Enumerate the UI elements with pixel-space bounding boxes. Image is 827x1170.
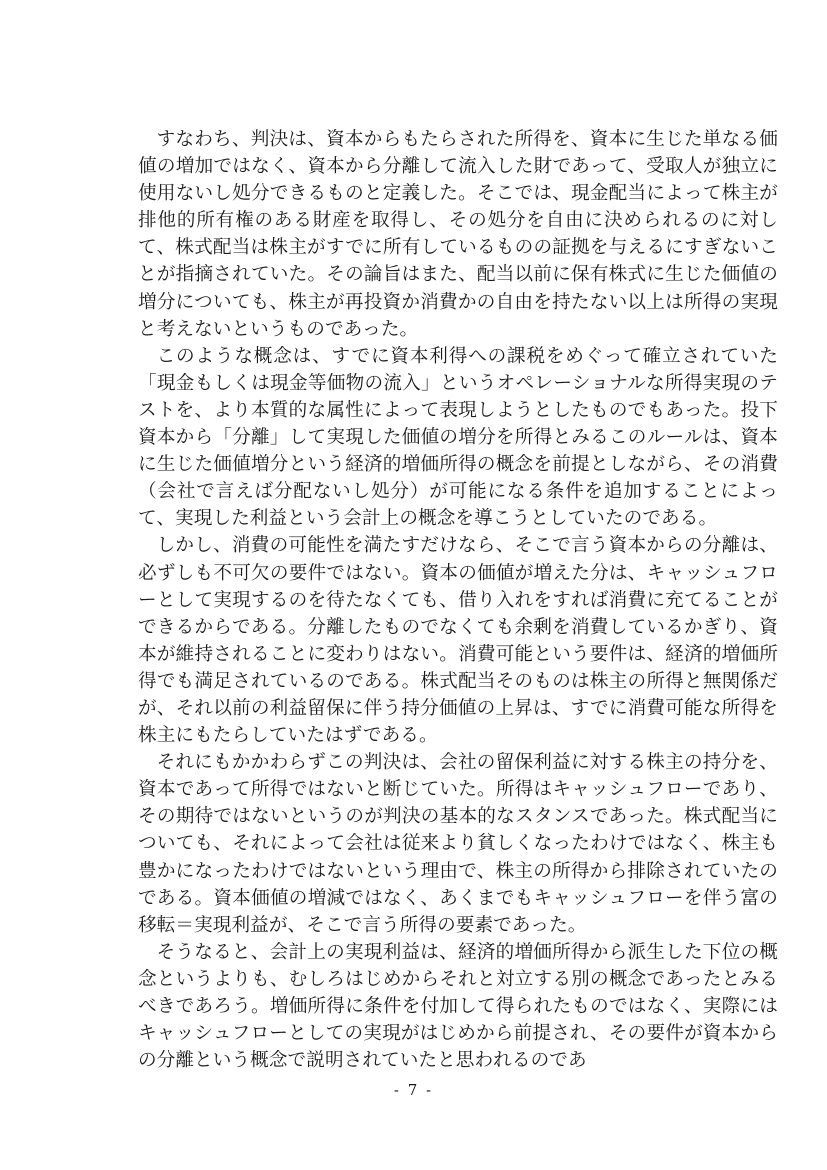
paragraph-2: このような概念は、すでに資本利得への課税をめぐって確立されていた「現金もしくは現金等価物の流入」というオペレーショナルな所得実現のテストを、より本質的な属性によって表現しようとしたものでもあった。投下資本から「分離」して実現した価値の増分を所得とみるこのルールは、資本に生じた価値増分という経済的増価所得の概念を前提としながら、その消費（会社で言えば分配ないし処分）が可能になる条件を追加することによって、実現した利益という会計上の概念を導こうとしていたのである。 xyxy=(138,345,778,530)
page-number: - 7 - xyxy=(393,1081,434,1099)
body-text xyxy=(138,126,778,1074)
paragraph-1: すなわち、判決は、資本からもたらされた所得を、資本に生じた単なる価値の増加ではなく、資本から分離して流入した財であって、受取人が独立に使用ないし処分できるものと定義した。そこでは、現金配当によって株主が排他的所有権のある財産を取得し、その処分を自由に決められるのに対して、株式配当は株主がすでに所有しているものの証拠を与えるにすぎないことが指摘されていた。その論旨はまた、配当以前に保有株式に生じた価値の増分についても、株主が再投資か消費かの自由を持たない以上は所得の実現と考えないというものであった。 xyxy=(138,129,778,340)
paragraph-3: しかし、消費の可能性を満たすだけなら、そこで言う資本からの分離は、必ずしも不可欠の要件ではない。資本の価値が増えた分は、キャッシュフローとして実現するのを待たなくても、借り入れをすれば消費に充てることができるからである。分離したものでなくても余剰を消費しているかぎり、資本が維持されることに変わりはない。消費可能という要件は、経済的増価所得でも満足されているのである。株式配当そのものは株主の所得と無関係だが、それ以前の利益留保に伴う持分価値の上昇は、すでに消費可能な所得を株主にもたらしていたはずである。 xyxy=(138,535,778,747)
paragraph-4: それにもかかわらずこの判決は、会社の留保利益に対する株主の持分を、資本であって所得ではないと断じていた。所得はキャッシュフローであり、その期待ではないというのが判決の基本的なスタンスであった。株式配当についても、それによって会社は従来より貧しくなったわけではなく、株主も豊かになったわけではないという理由で、株主の所得から排除されていたのである。資本価値の増減ではなく、あくまでもキャッシュフローを伴う富の移転＝実現利益が、そこで言う所得の要素であった。 xyxy=(138,752,778,936)
paragraph-5: そうなると、会計上の実現利益は、経済的増価所得から派生した下位の概念というよりも、むしろはじめからそれと対立する別の概念であったとみるべきであろう。増価所得に条件を付加して得られたものではなく、実際にはキャッシュフローとしての実現がはじめから前提され、その要件が資本からの分離という概念で説明されていたと思われるのであ xyxy=(138,941,778,1072)
